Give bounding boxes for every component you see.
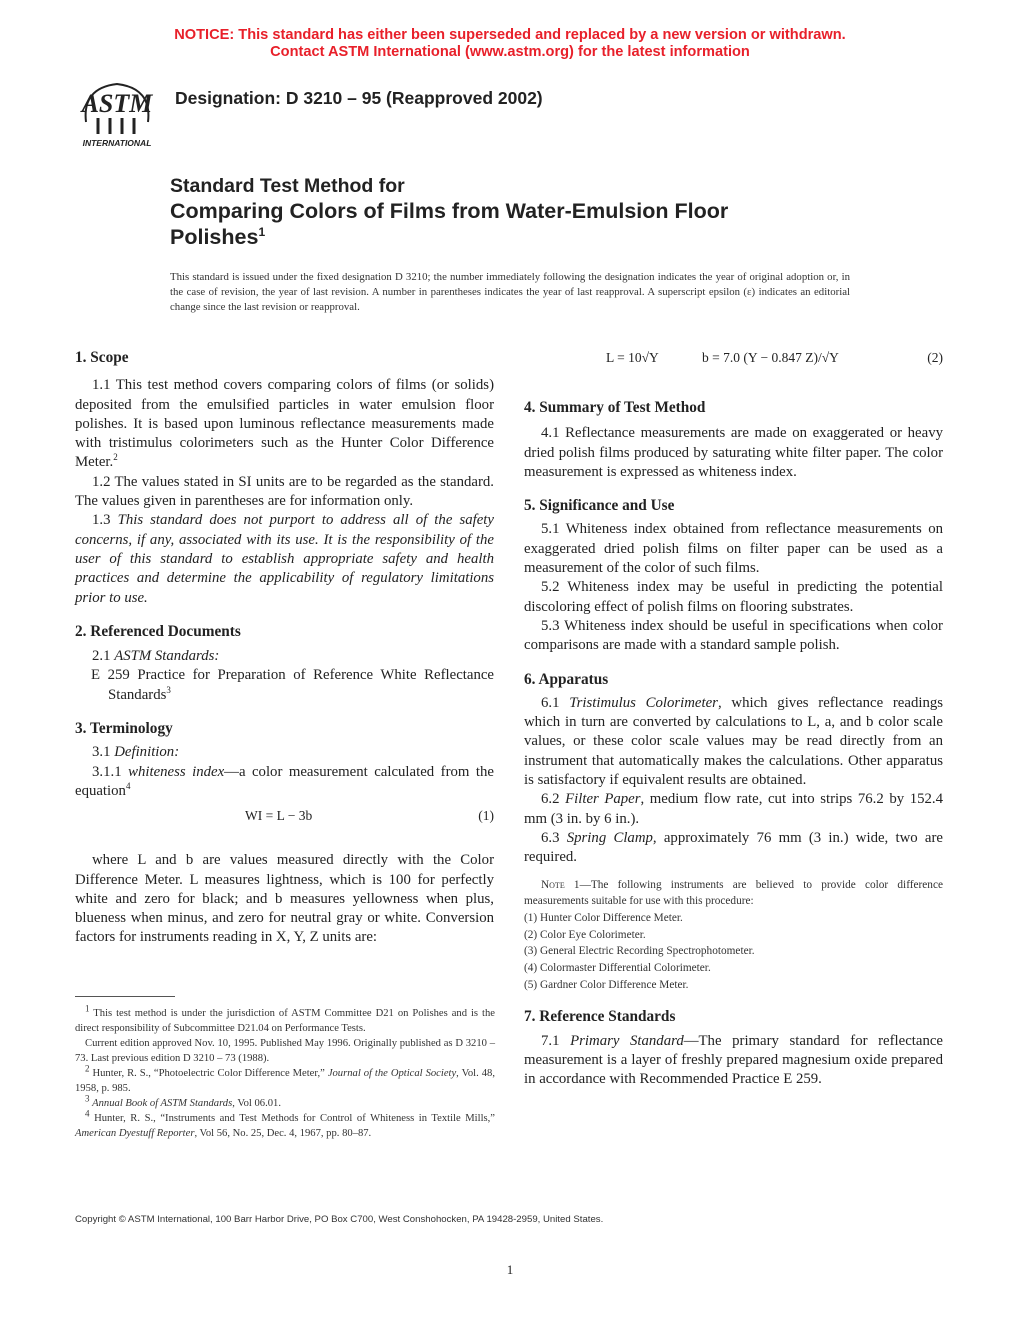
section-1-heading: 1. Scope xyxy=(75,349,129,366)
logo-letters: ASTM xyxy=(81,89,153,118)
title-footnote-ref: 1 xyxy=(258,224,266,239)
equation-1-number: (1) xyxy=(478,808,494,824)
para-5-3: 5.3 Whiteness index should be useful in specifications when color comparisons are made with a standard sample polish. xyxy=(524,617,943,654)
para-5-1: 5.1 Whiteness index obtained from reflectance measurements on exaggerated dried polish films on filter paper can be used as a measurement of the color of such films. xyxy=(524,521,943,577)
logo-subtext: INTERNATIONAL xyxy=(82,138,152,148)
note-1-text: Note 1—The following instruments are believed to provide color difference measurements suitable for use with this procedure: xyxy=(524,878,943,908)
designation: Designation: D 3210 – 95 (Reapproved 2002) xyxy=(175,88,543,108)
equation-2-left: L = 10√Y xyxy=(606,350,659,365)
title-line-2: Comparing Colors of Films from Water-Emulsion Floor xyxy=(170,199,729,223)
page-number: 1 xyxy=(506,1262,514,1277)
para-6-2: 6.2 Filter Paper, medium flow rate, cut into strips 76.2 by 152.4 mm (3 in. by 6 in.). xyxy=(524,791,943,827)
note-item: (3) General Electric Recording Spectrophotometer. xyxy=(524,945,755,958)
para-2-1: 2.1 ASTM Standards: xyxy=(92,648,220,665)
para-1-2: 1.2 The values stated in SI units are to be regarded as the standard. The values given in parentheses are for information only. xyxy=(75,473,494,510)
issuance-statement: This standard is issued under the fixed designation D 3210; the number immediately following the designation indicates the year of original adoption or, in the case of revision, the year of last revision. A number in parentheses indicates the year of last reapproval. A superscript epsilon (ε) indicates an editorial change since the last revision or reapproval. xyxy=(170,271,850,313)
footnote-3: $^3$ Annual Book of ASTM Standards, Vol 06.01. xyxy=(85,1093,281,1109)
left-column xyxy=(75,348,494,948)
equation-1-body: WI = L − 3b xyxy=(245,808,313,824)
notice-line-1: NOTICE: This standard has either been superseded and replaced by a new version or withdrawn. xyxy=(174,27,846,43)
para-3-1: 3.1 Definition: xyxy=(92,744,180,761)
para-3-where: where L and b are values measured directly with the Color Difference Meter. L measures lightness, which is 100 for perfectly white and zero for black; and b measures yellowness when plus, blueness when minus, and zero for neutral gray or white. Conversion factors for instruments reading in X, Y, Z units are: xyxy=(75,852,494,946)
footnote-2: $^2$ Hunter, R. S., “Photoelectric Color Difference Meter,” Journal of the Optical Society, Vol. 48, 1958, p. 985. xyxy=(75,1063,495,1094)
footnote-1: $^1$ This test method is under the jurisdiction of ASTM Committee D21 on Polishes and is the direct responsibility of Subcommittee D21.04 on Performance Tests. xyxy=(75,1003,495,1034)
para-7-1: 7.1 Primary Standard—The primary standard for reflectance measurement is a layer of freshly prepared magnesium oxide prepared in accordance with Recommended Practice E 259. xyxy=(524,1032,943,1088)
copyright: Copyright © ASTM International, 100 Barr Harbor Drive, PO Box C700, West Conshohocken, PA 19428-2959, United States. xyxy=(75,1214,604,1225)
notice-line-2: Contact ASTM International (www.astm.org) for the latest information xyxy=(270,44,750,60)
footnote-rule xyxy=(75,996,175,997)
ref-e259: E 259 Practice for Preparation of Reference White Reflectance Standards$^3$ xyxy=(91,667,494,703)
note-1 xyxy=(524,877,943,994)
footnote-4: $^4$ Hunter, R. S., “Instruments and Test Methods for Control of Whiteness in Textile Mills,” American Dyestuff Reporter, Vol 56, No. 25, Dec. 4, 1967, pp. 80–87. xyxy=(75,1108,495,1139)
right-column xyxy=(524,348,943,1090)
section-3-heading: 3. Terminology xyxy=(75,720,173,738)
section-4-heading: 4. Summary of Test Method xyxy=(524,399,706,416)
note-item: (1) Hunter Color Difference Meter. xyxy=(524,911,683,924)
para-3-1-1: 3.1.1 whiteness index—a color measurement calculated from the equation$^4$ xyxy=(75,763,494,799)
para-1-1: 1.1 This test method covers comparing colors of films (or solids) deposited from the emulsified particles in water emulsion floor polishes. It is based upon luminous reflectance measurements made with tristimulus colorimeters such as the Hunter Color Difference Meter.$^2$ xyxy=(75,377,494,471)
para-4-1: 4.1 Reflectance measurements are made on exaggerated or heavy dried polish films produced by saturating white filter paper. The color measurement is expressed as whiteness index. xyxy=(524,425,943,480)
note-item: (4) Colormaster Differential Colorimeter. xyxy=(524,962,711,975)
equation-2-number: (2) xyxy=(927,350,943,365)
notice-banner xyxy=(0,27,1020,61)
astm-logo-mark xyxy=(72,78,162,150)
equation-1 xyxy=(75,806,494,826)
note-item: (2) Color Eye Colorimeter. xyxy=(524,928,646,941)
title-line-3: Polishes$^1$ xyxy=(170,224,266,249)
section-5-heading: 5. Significance and Use xyxy=(524,497,675,515)
equation-2-right: b = 7.0 (Y − 0.847 Z)/√Y xyxy=(702,350,839,365)
para-6-1: 6.1 Tristimulus Colorimeter, which gives reflectance readings which in turn are converted by calculations to L, a, and b color scale values, or these color scale values may be read directly from an instrument that automatically makes the calculations. Other apparatus is satisfactory if equivalent results are obtained. xyxy=(524,694,944,789)
footnote-1b: Current edition approved Nov. 10, 1995. Published May 1996. Originally published as D 3210 – 73. Last previous edition D 3210 – 73 (1988). xyxy=(75,1038,495,1064)
para-1-3: 1.3 This standard does not purport to address all of the safety concerns, if any, associated with its use. It is the responsibility of the user of this standard to establish appropriate safety and health practices and determine the applicability of regulatory limitations prior to use. xyxy=(75,512,494,606)
section-2-heading: 2. Referenced Documents xyxy=(75,622,241,640)
note-item: (5) Gardner Color Difference Meter. xyxy=(524,978,689,991)
document-title xyxy=(170,174,870,250)
equation-2 xyxy=(524,348,943,368)
astm-logo xyxy=(72,78,162,150)
section-7-heading: 7. Reference Standards xyxy=(524,1008,676,1026)
section-6-heading: 6. Apparatus xyxy=(524,670,609,688)
title-line-1: Standard Test Method for xyxy=(170,175,405,197)
para-6-3: 6.3 Spring Clamp, approximately 76 mm (3 in.) wide, two are required. xyxy=(524,829,943,866)
footnotes xyxy=(75,1003,495,1141)
para-5-2: 5.2 Whiteness index may be useful in predicting the potential discoloring effect of polish films on flooring substrates. xyxy=(524,579,943,615)
